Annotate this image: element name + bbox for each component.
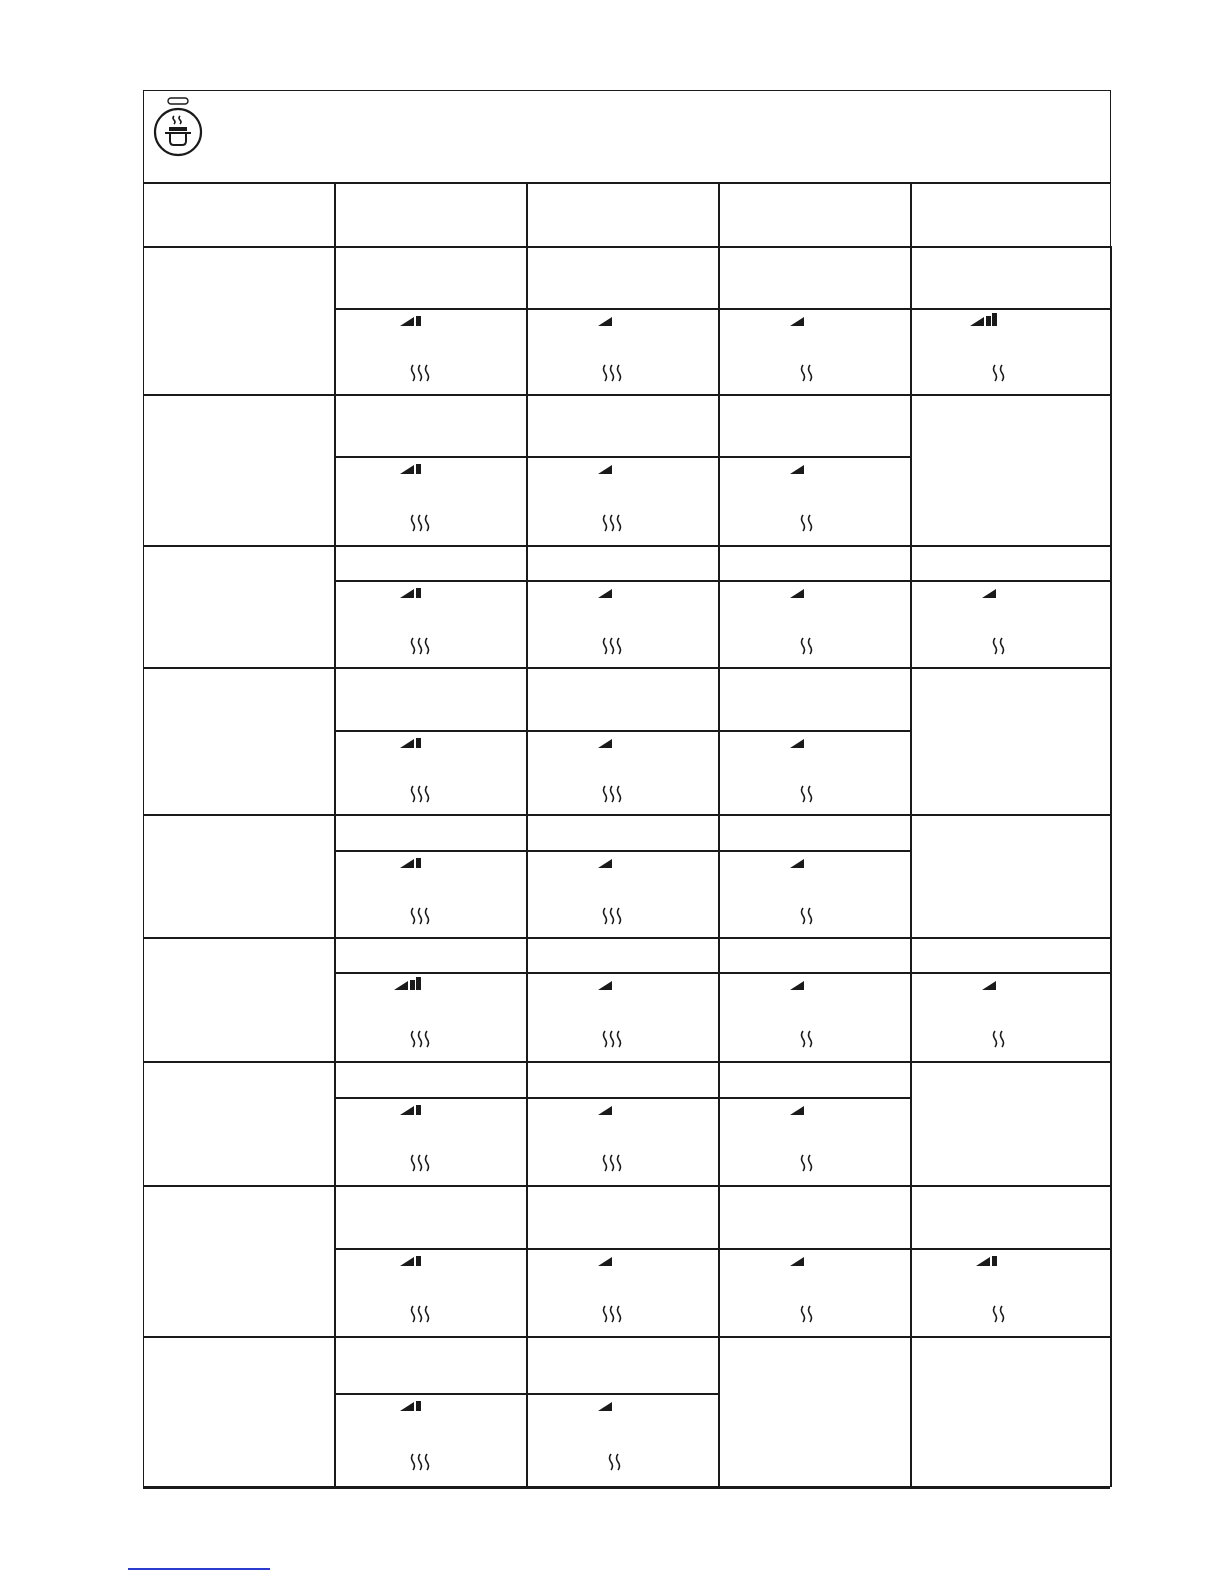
- footer-link[interactable]: [128, 1568, 270, 1570]
- steam-level-2-icon: [800, 364, 814, 382]
- cell-subdivider: [718, 1097, 910, 1099]
- power-level-2-icon: [400, 735, 422, 749]
- row-divider: [143, 667, 1110, 669]
- power-level-2-icon: [400, 1253, 422, 1267]
- cell-subdivider: [334, 730, 526, 732]
- column-divider: [526, 1336, 528, 1487]
- cell-subdivider: [718, 456, 910, 458]
- column-divider: [526, 545, 528, 667]
- column-divider: [1110, 246, 1112, 394]
- power-level-1-icon: [598, 977, 614, 991]
- column-divider: [526, 667, 528, 814]
- cell-subdivider: [718, 730, 910, 732]
- steam-level-2-icon: [800, 1154, 814, 1172]
- cell-subdivider: [718, 1248, 910, 1250]
- power-level-2-icon: [976, 1253, 998, 1267]
- power-level-1-icon: [982, 585, 998, 599]
- column-divider: [910, 246, 912, 394]
- column-divider: [526, 394, 528, 545]
- column-divider: [334, 246, 336, 394]
- power-level-2-icon: [400, 1102, 422, 1116]
- cell-subdivider: [526, 850, 718, 852]
- power-level-1-icon: [790, 977, 806, 991]
- steam-level-2-icon: [800, 1305, 814, 1323]
- column-divider: [1110, 937, 1112, 1061]
- column-divider: [718, 667, 720, 814]
- column-divider: [718, 1061, 720, 1185]
- column-divider: [718, 937, 720, 1061]
- column-divider: [910, 394, 912, 545]
- column-divider: [910, 545, 912, 667]
- steam-pot-icon: [152, 96, 204, 160]
- column-divider: [526, 246, 528, 394]
- row-divider: [143, 1487, 1110, 1489]
- steam-level-3-icon: [410, 1154, 431, 1172]
- row-divider: [143, 814, 1110, 816]
- column-divider: [1110, 1061, 1112, 1185]
- steam-level-2-icon: [992, 1030, 1006, 1048]
- column-divider: [526, 814, 528, 937]
- header-divider: [143, 182, 1110, 184]
- cell-subdivider: [910, 1248, 1110, 1250]
- power-level-1-icon: [790, 585, 806, 599]
- power-level-1-icon: [598, 313, 614, 327]
- power-level-1-icon: [598, 461, 614, 475]
- steam-level-2-icon: [992, 637, 1006, 655]
- steam-level-3-icon: [410, 364, 431, 382]
- steam-level-2-icon: [800, 637, 814, 655]
- power-level-1-icon: [790, 735, 806, 749]
- steam-level-3-icon: [410, 1453, 431, 1471]
- steam-level-3-icon: [410, 907, 431, 925]
- power-level-2-icon: [400, 313, 422, 327]
- steam-level-3-icon: [602, 785, 623, 803]
- power-level-1-icon: [598, 735, 614, 749]
- column-divider: [910, 1185, 912, 1336]
- column-divider: [910, 814, 912, 937]
- column-divider: [910, 667, 912, 814]
- power-level-2-icon: [400, 855, 422, 869]
- cell-subdivider: [526, 308, 718, 310]
- steam-level-3-icon: [602, 364, 623, 382]
- column-divider: [910, 1336, 912, 1487]
- column-divider: [334, 545, 336, 667]
- steam-level-3-icon: [602, 1030, 623, 1048]
- column-divider: [718, 246, 720, 394]
- column-divider: [334, 1061, 336, 1185]
- steam-level-2-icon: [992, 1305, 1006, 1323]
- column-divider: [334, 394, 336, 545]
- column-divider: [1110, 1336, 1112, 1487]
- steam-level-3-icon: [602, 637, 623, 655]
- steam-level-2-icon: [608, 1453, 622, 1471]
- column-divider: [1110, 667, 1112, 814]
- column-divider: [526, 1061, 528, 1185]
- power-level-1-icon: [790, 461, 806, 475]
- power-level-2-icon: [400, 1398, 422, 1412]
- cell-subdivider: [526, 1248, 718, 1250]
- column-divider: [718, 1185, 720, 1336]
- column-header-divider: [143, 246, 1110, 248]
- cell-subdivider: [334, 1393, 526, 1395]
- steam-level-2-icon: [800, 907, 814, 925]
- steam-level-3-icon: [410, 785, 431, 803]
- column-divider: [334, 667, 336, 814]
- cell-subdivider: [910, 308, 1110, 310]
- steam-level-3-icon: [602, 1305, 623, 1323]
- column-divider: [1110, 545, 1112, 667]
- column-divider: [1110, 814, 1112, 937]
- steam-level-2-icon: [992, 364, 1006, 382]
- cell-subdivider: [718, 580, 910, 582]
- cell-subdivider: [718, 972, 910, 974]
- steam-level-3-icon: [410, 1030, 431, 1048]
- steam-level-3-icon: [602, 514, 623, 532]
- column-divider: [910, 182, 912, 246]
- column-divider: [526, 1185, 528, 1336]
- column-divider: [1110, 1185, 1112, 1336]
- column-divider: [526, 182, 528, 246]
- column-divider: [718, 1336, 720, 1487]
- steam-level-3-icon: [602, 1154, 623, 1172]
- column-divider: [334, 1185, 336, 1336]
- cell-subdivider: [334, 308, 526, 310]
- steam-level-3-icon: [410, 1305, 431, 1323]
- power-level-2-icon: [400, 585, 422, 599]
- cell-subdivider: [526, 580, 718, 582]
- power-level-1-icon: [598, 1253, 614, 1267]
- power-level-1-icon: [790, 855, 806, 869]
- cell-subdivider: [526, 1097, 718, 1099]
- row-divider: [143, 1336, 1110, 1338]
- column-divider: [334, 182, 336, 246]
- row-divider: [143, 1185, 1110, 1187]
- column-divider: [718, 814, 720, 937]
- cell-subdivider: [526, 972, 718, 974]
- steam-level-3-icon: [410, 514, 431, 532]
- cell-subdivider: [718, 308, 910, 310]
- cell-subdivider: [526, 730, 718, 732]
- cell-subdivider: [910, 972, 1110, 974]
- steam-level-3-icon: [602, 907, 623, 925]
- cell-subdivider: [526, 456, 718, 458]
- power-level-1-icon: [598, 855, 614, 869]
- steam-level-2-icon: [800, 1030, 814, 1048]
- steam-level-2-icon: [800, 785, 814, 803]
- cell-subdivider: [526, 1393, 718, 1395]
- column-divider: [718, 545, 720, 667]
- row-divider: [143, 545, 1110, 547]
- power-level-1-icon: [790, 1102, 806, 1116]
- power-level-1-icon: [790, 1253, 806, 1267]
- column-divider: [910, 937, 912, 1061]
- cell-subdivider: [718, 850, 910, 852]
- column-divider: [718, 394, 720, 545]
- row-divider: [143, 937, 1110, 939]
- steam-level-2-icon: [800, 514, 814, 532]
- cell-subdivider: [334, 580, 526, 582]
- power-level-2-icon: [400, 461, 422, 475]
- power-level-3-icon: [970, 313, 998, 327]
- power-level-1-icon: [598, 1102, 614, 1116]
- cell-subdivider: [334, 972, 526, 974]
- column-divider: [1110, 394, 1112, 545]
- power-level-1-icon: [598, 585, 614, 599]
- row-divider: [143, 394, 1110, 396]
- cell-subdivider: [334, 850, 526, 852]
- column-divider: [526, 937, 528, 1061]
- power-level-1-icon: [790, 313, 806, 327]
- cell-subdivider: [334, 1097, 526, 1099]
- cell-subdivider: [910, 580, 1110, 582]
- power-level-3-icon: [394, 977, 422, 991]
- row-divider: [143, 1061, 1110, 1063]
- steam-level-3-icon: [410, 637, 431, 655]
- column-divider: [334, 814, 336, 937]
- power-level-1-icon: [598, 1398, 614, 1412]
- power-level-1-icon: [982, 977, 998, 991]
- column-divider: [718, 182, 720, 246]
- column-divider: [910, 1061, 912, 1185]
- column-divider: [334, 937, 336, 1061]
- cell-subdivider: [334, 1248, 526, 1250]
- column-divider: [334, 1336, 336, 1487]
- cell-subdivider: [334, 456, 526, 458]
- steam-cooking-table: [143, 90, 1111, 1487]
